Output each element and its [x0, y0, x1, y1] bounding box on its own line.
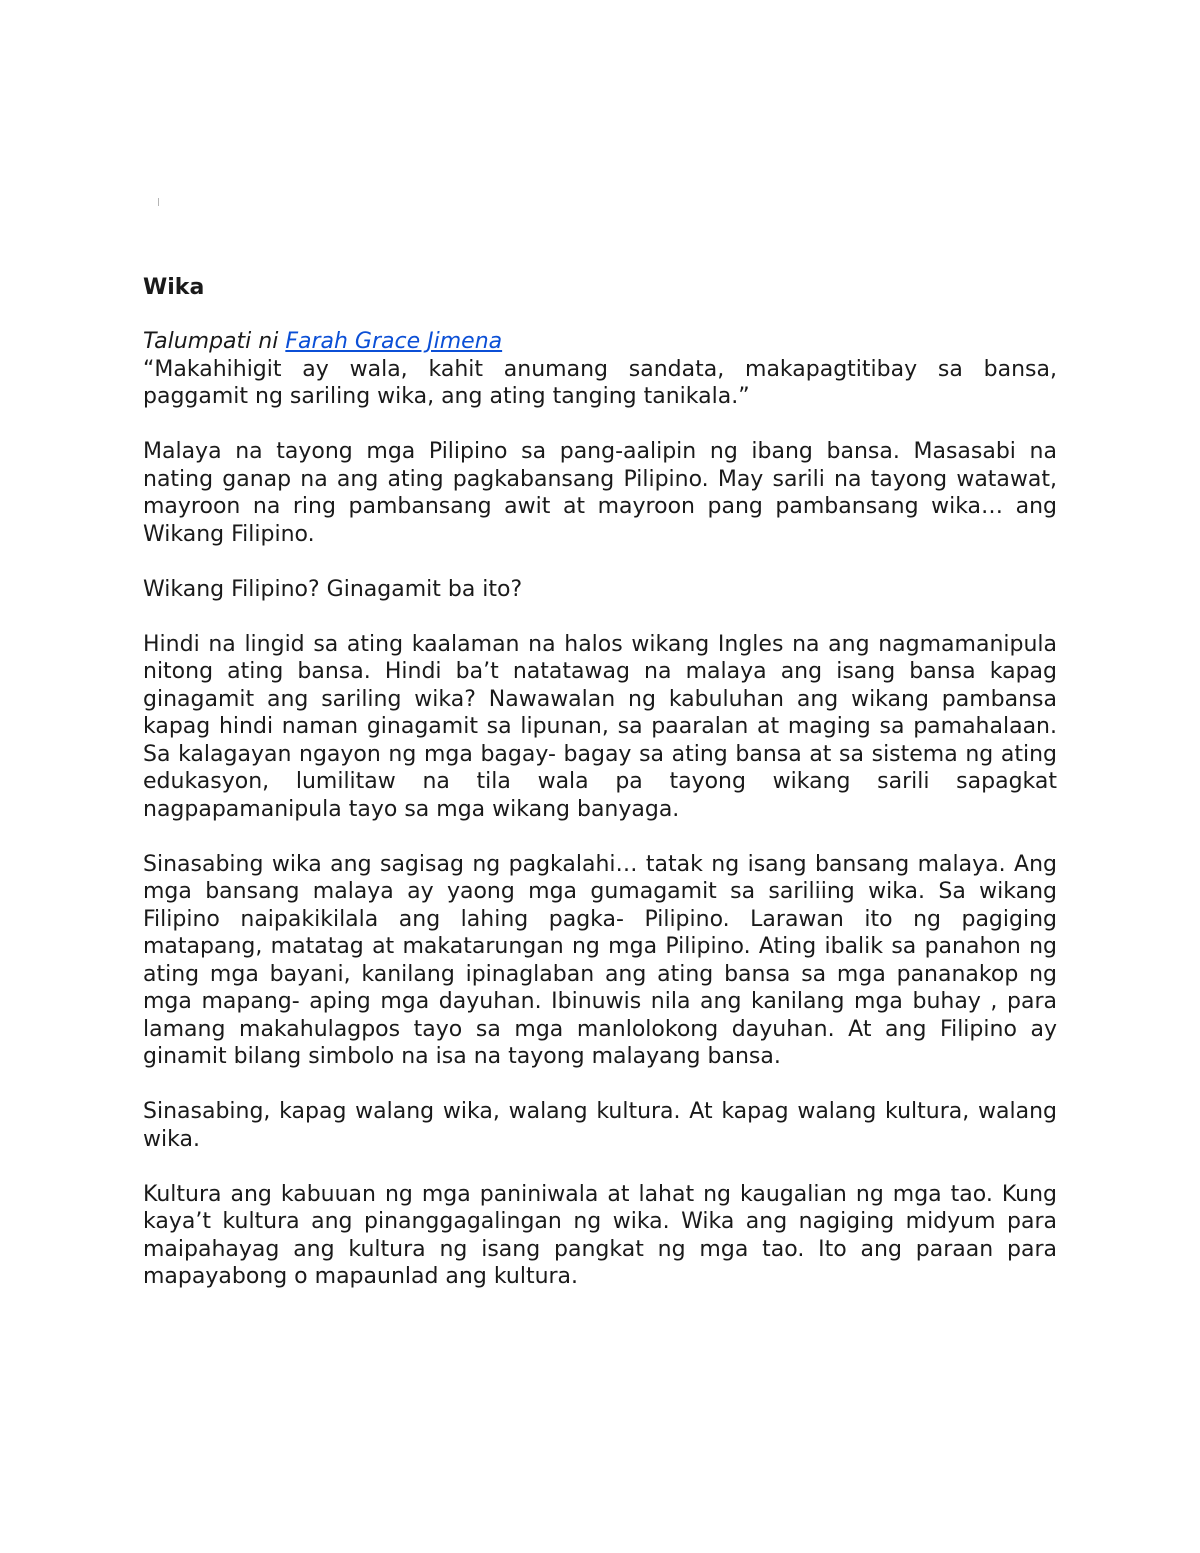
byline-prefix: Talumpati ni — [143, 329, 286, 354]
page-margin-mark — [158, 198, 159, 206]
document-body — [143, 272, 1057, 1291]
byline — [143, 328, 1057, 356]
author-link[interactable]: Farah Grace Jimena — [285, 329, 503, 354]
paragraph-2: Wikang Filipino? Ginagamit ba ito? — [143, 576, 523, 602]
paragraph-4: Sinasabing wika ang sagisag ng pagkalahi… tatak ng isang bansang malaya. Ang mga bansang malaya ay yaong mga gumagamit sa sariliing wika. Sa wikang Filipino naipakikilala ang lahing pagka- Pilipino. Larawan ito ng pagiging matapang, matatag at makatarungan ng mga Pilipino. Ating ibalik sa panahon ng ating mga bayani, kanilang ipinaglaban ang ating bansa sa mga pananakop ng mga mapang- aping mga dayuhan. Ibinuwis nila ang kanilang mga buhay , para lamang makahulagpos tayo sa mga manlolokong dayuhan. At ang Filipino ay ginamit bilang simbolo na isa na tayong malayang bansa. — [143, 851, 1057, 1069]
paragraph-1: Malaya na tayong mga Pilipino sa pang-aalipin ng ibang bansa. Masasabi na nating ganap na ang ating pagkabansang Pilipino. May sarili na tayong watawat, mayroon na ring pambansang awit at mayroon pang pambansang wika… ang Wikang Filipino. — [143, 439, 1057, 547]
document-title: Wika — [143, 275, 205, 300]
paragraph-6: Kultura ang kabuuan ng mga paniniwala at lahat ng kaugalian ng mga tao. Kung kaya’t kultura ang pinanggagalingan ng wika. Wika ang nagiging midyum para maipahayag ang kultura ng isang pangkat ng mga tao. Ito ang paraan para mapayabong o mapaunlad ang kultura. — [143, 1181, 1057, 1289]
opening-quote: “Makahihigit ay wala, kahit anumang sandata, makapagtitibay sa bansa, paggamit ng sariling wika, ang ating tanging tanikala.” — [143, 356, 1057, 409]
paragraph-3: Hindi na lingid sa ating kaalaman na halos wikang Ingles na ang nagmamanipula nitong ating bansa. Hindi ba’t natatawag na malaya ang isang bansa kapag ginagamit ang sariling wika? Nawawalan ng kabuluhan ang wikang pambansa kapag hindi naman ginagamit sa lipunan, sa paaralan at maging sa pamahalaan. Sa kalagayan ngayon ng mga bagay- bagay sa ating bansa at sa sistema ng ating edukasyon, lumilitaw na tila wala pa tayong wikang sarili sapagkat nagpapamanipula tayo sa mga wikang banyaga. — [143, 631, 1057, 822]
paragraph-5: Sinasabing, kapag walang wika, walang kultura. At kapag walang kultura, walang wika. — [143, 1099, 1057, 1152]
